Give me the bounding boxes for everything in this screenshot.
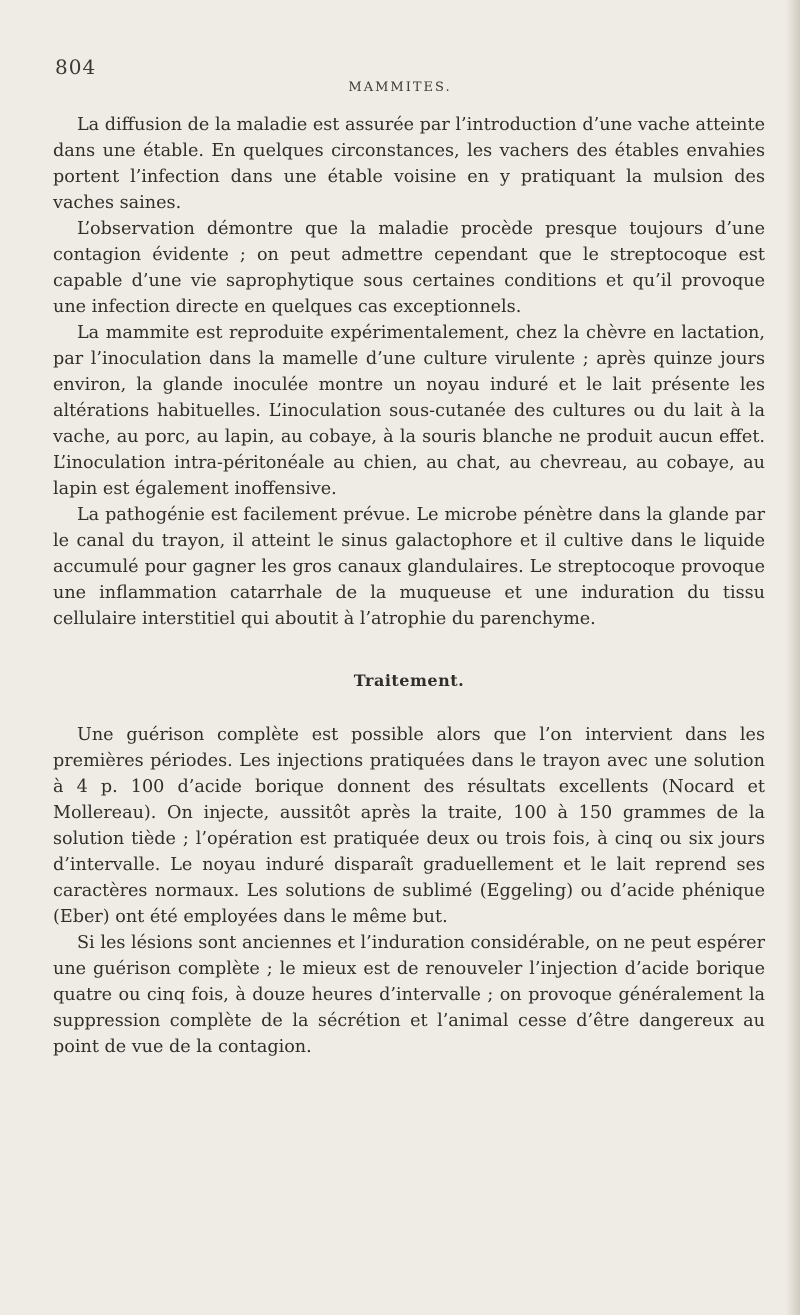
running-title: MAMMITES. [348,80,452,95]
paragraph-diffusion: La diffusion de la maladie est assurée par l’introduction d’une vache atteinte dans une étable. En quelques circonstances, les vachers des étables envahies portent l’infection dans une étable voisine en y pratiquant la mulsion des vaches saines. [53,115,765,213]
paragraph-observation: L’observation démontre que la maladie procède presque toujours d’une contagion évidente ; on peut admettre cependant que le streptocoque est capable d’une vie saprophytique sous certaines conditions et qu’il provoque une infection directe en quelques cas exceptionnels. [53,219,765,317]
page-number: 804 [55,55,97,79]
page-edge-shadow [786,0,800,1315]
paragraph-guerison: Une guérison complète est possible alors que l’on intervient dans les premières périodes. Les injections pratiquées dans le trayon avec une solution à 4 p. 100 d’acide borique donnent des résultats excellents (Nocard et Mollereau). On injecte, aussitôt après la traite, 100 à 150 grammes de la solution tiède ; l’opération est pratiquée deux ou trois fois, à cinq ou six jours d’intervalle. Le noyau induré disparaît graduellement et le lait reprend ses caractères normaux. Les solutions de sublimé (Eggeling) ou d’acide phénique (Eber) ont été employées dans le même but. [53,725,765,927]
paragraph-experimental: La mammite est reproduite expérimentalement, chez la chèvre en lactation, par l’inoculation dans la mamelle d’une culture virulente ; après quinze jours environ, la glande inoculée montre un noyau induré et le lait présente les altérations habituelles. L’inoculation sous-cutanée des cultures ou du lait à la vache, au porc, au lapin, au cobaye, à la souris blanche ne produit aucun effet. L’inoculation intra-péritonéale au chien, au chat, au chevreau, au cobaye, au lapin est également inoffensive. [53,323,765,499]
paragraph-pathogenie: La pathogénie est facilement prévue. Le microbe pénètre dans la glande par le canal du trayon, il atteint le sinus galactophore et il cultive dans le liquide accumulé pour gagner les gros canaux glandulaires. Le streptocoque provoque une inflammation catarrhale de la muqueuse et une induration du tissu cellulaire interstitiel qui aboutit à l’atrophie du parenchyme. [53,505,765,629]
paragraph-lesions-anciennes: Si les lésions sont anciennes et l’induration considérable, on ne peut espérer une guérison complète ; le mieux est de renouveler l’injection d’acide borique quatre ou cinq fois, à douze heures d’intervalle ; on provoque généralement la suppression complète de la sécrétion et l’animal cesse d’être dangereux au point de vue de la contagion. [53,933,765,1057]
body-text [53,112,765,1060]
section-title-traitement: Traitement. [353,671,465,690]
